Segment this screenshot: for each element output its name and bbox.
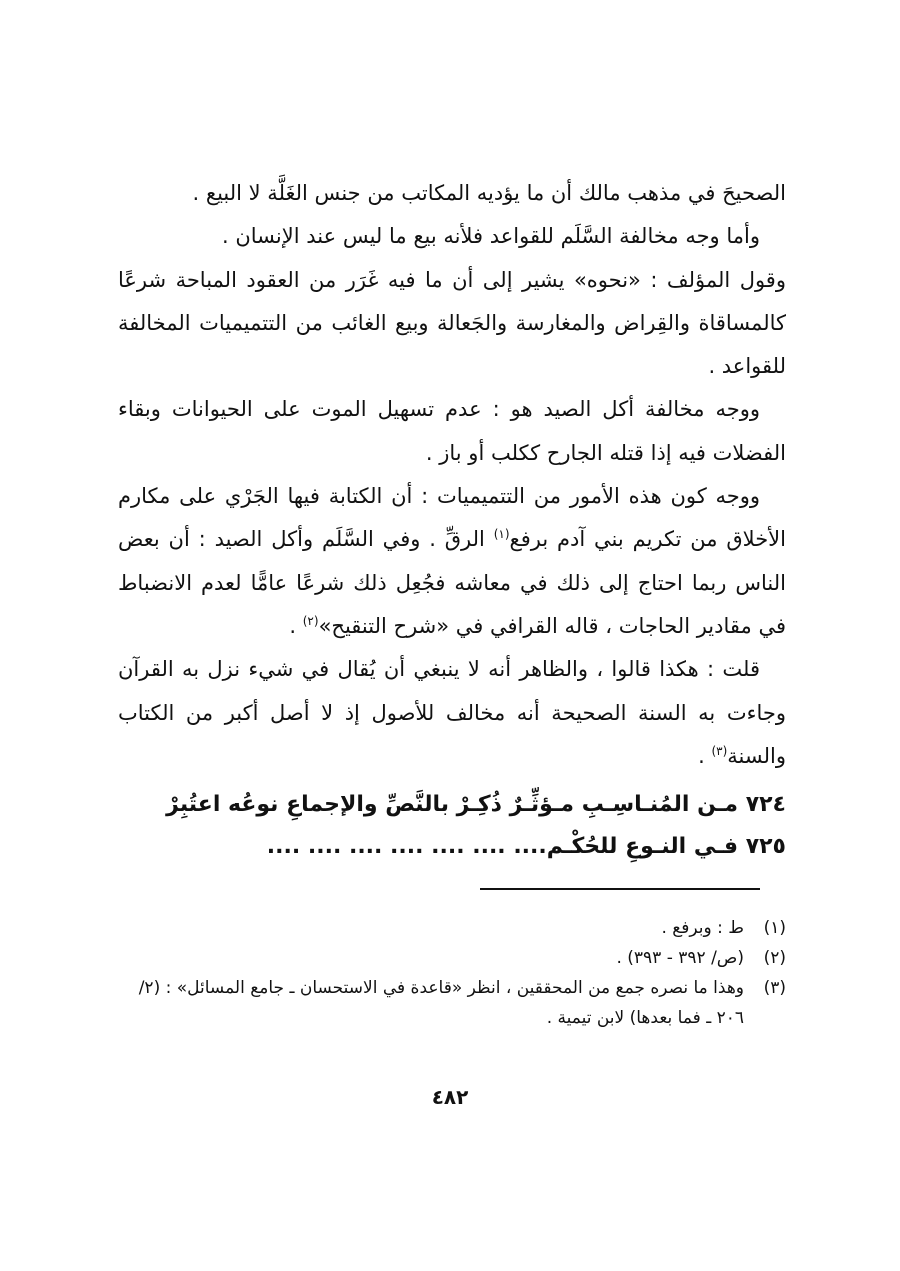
footnote-2: [118, 943, 786, 973]
footnote-1: [118, 913, 786, 943]
footnote-text: وهذا ما نصره جمع من المحققين ، انظر «قاعدة في الاستحسان ـ جامع المسائل» : (٢/ ٢٠٦ ـ فما بعدها) لابن تيمية .: [138, 978, 744, 1028]
footnote-number: (١): [763, 918, 786, 938]
paragraph-5-part-1: ووجه كون هذه الأمور من التتميميات : أن الكتابة فيها الجَرْي على مكارم الأخلاق من تكريم بني آدم برفع: [118, 484, 786, 552]
verse-725: ٧٢٥ فـي النـوعِ للحُكْـم.... .... .... .... .... .... ....: [266, 834, 786, 860]
paragraph-5-part-3: .: [289, 613, 303, 638]
footnote-ref-3[interactable]: (٣): [711, 743, 728, 758]
page-number: ٤٨٢: [431, 1085, 469, 1109]
paragraph-5-part-2: الرقِّ . وفي السَّلَم وأكل الصيد : أن بعض الناس ربما احتاج إلى ذلك في معاشه فجُعِل ذلك شرعًا عامًّا لعدم الانضباط في مقادير الحاجات ، قاله القرافي في «شرح التنقيح»: [118, 527, 786, 638]
paragraph-5: [118, 475, 786, 648]
verse-724: ٧٢٤ مـن المُنـاسِـبِ مـؤثِّـرٌ ذُكِـرْ بالنَّصِّ والإجماعِ نوعُه اعتُبِرْ: [166, 792, 786, 818]
footnote-text: (ص/ ٣٩٢ - ٣٩٣) .: [616, 948, 744, 968]
paragraph-6: [118, 648, 786, 778]
footnote-number: (٣): [763, 978, 786, 998]
footnote-3: [118, 973, 786, 1033]
paragraph-2: وأما وجه مخالفة السَّلَم للقواعد فلأنه بيع ما ليس عند الإنسان .: [222, 224, 760, 249]
paragraph-3: وقول المؤلف : «نحوه» يشير إلى أن ما فيه غَرَر من العقود المباحة شرعًا كالمساقاة والقِراض والمغارسة والجَعالة وبيع الغائب من التتميميات المخالفة للقواعد .: [118, 267, 786, 379]
footnote-separator: [480, 888, 760, 890]
footnote-ref-1[interactable]: (١): [493, 527, 510, 542]
verse-block: [118, 784, 786, 868]
paragraph-1: الصحيحَ في مذهب مالك أن ما يؤديه المكاتب من جنس الغَلَّة لا البيع .: [192, 181, 786, 205]
body-text: [118, 172, 786, 778]
footnote-text: ط : وبرفع .: [661, 918, 744, 938]
footnote-number: (٢): [763, 948, 786, 968]
paragraph-4: ووجه مخالفة أكل الصيد هو : عدم تسهيل الموت على الحيوانات وبقاء الفضلات فيه إذا قتله الجارح ككلب أو باز .: [118, 397, 786, 465]
footnote-ref-2[interactable]: (٢): [302, 613, 319, 628]
main-text-block: [118, 172, 786, 868]
footnotes: [118, 913, 786, 1033]
paragraph-6-part-1: قلت : هكذا قالوا ، والظاهر أنه لا ينبغي أن يُقال في شيء نزل به القرآن وجاءت به السنة الصحيحة أنه مخالف للأصول إذ لا أصل أكبر من الكتاب والسنة: [118, 657, 786, 768]
paragraph-6-part-2: .: [698, 743, 712, 768]
